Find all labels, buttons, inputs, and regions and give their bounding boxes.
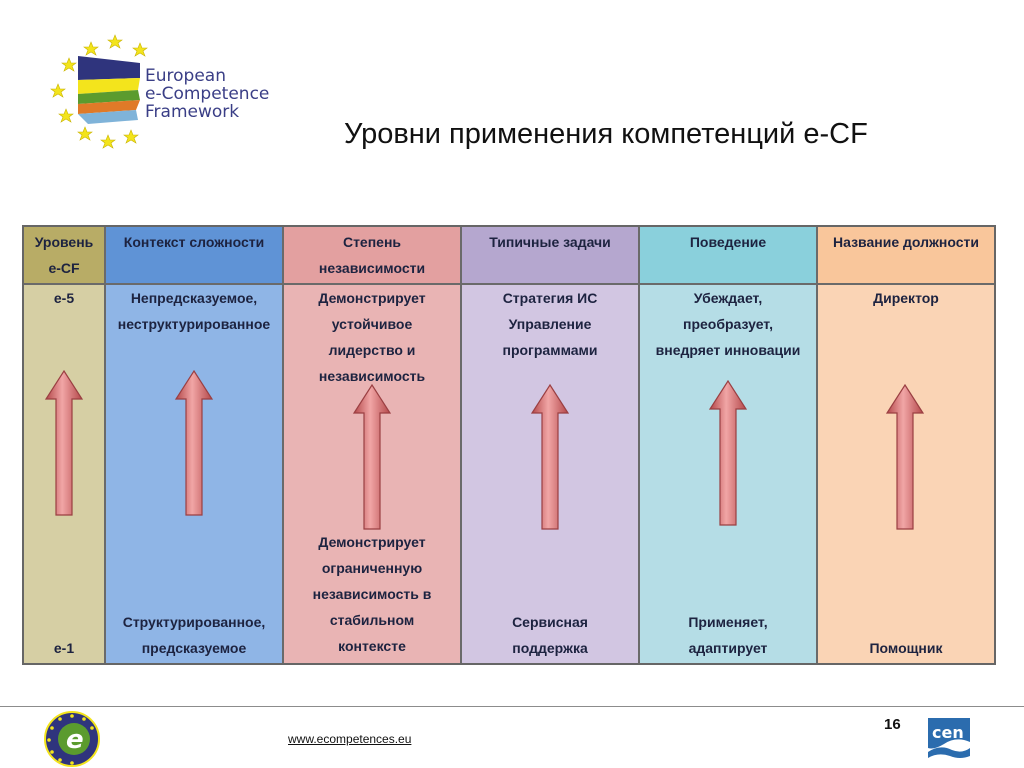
header-line: независимости: [318, 260, 426, 276]
up-arrow-icon: [352, 383, 392, 533]
logo-line: e-Competence: [145, 84, 270, 104]
footer-divider: [0, 706, 1024, 707]
up-arrow-icon: [174, 369, 214, 519]
cell-bottom: [818, 635, 994, 661]
cell-mid: [284, 529, 460, 659]
cell-line: ограниченную: [321, 560, 423, 576]
header-line: Типичные задачи: [489, 234, 611, 250]
cell-line: Применяет,: [688, 614, 768, 630]
logo-line: European: [145, 66, 226, 86]
up-arrow-icon: [708, 379, 748, 529]
cell-line: Сервисная: [512, 614, 588, 630]
cell-line: лидерство и: [328, 342, 416, 358]
cell-line: программами: [502, 342, 598, 358]
cell-line: Демонстрирует: [318, 290, 426, 306]
cell-line: Директор: [873, 290, 939, 306]
competence-table: [22, 225, 996, 665]
cen-logo-icon: [926, 714, 972, 764]
cen-label: cen: [932, 723, 964, 742]
column-header: [818, 227, 994, 285]
cell-line: Стратегия ИС: [502, 290, 598, 306]
cell-line: устойчивое: [331, 316, 413, 332]
table-column: [462, 227, 640, 663]
header-line: Уровень: [34, 234, 94, 250]
cell-line: Непредсказуемое,: [130, 290, 258, 306]
column-header: [640, 227, 816, 285]
cell-line: Структурированное,: [122, 614, 266, 630]
header-line: Название должности: [833, 234, 979, 250]
framework-layers-icon: [78, 56, 140, 124]
cell-line: независимость в: [312, 586, 432, 602]
cell-line: независимость: [318, 368, 426, 384]
page-number: 16: [884, 716, 901, 733]
website-link[interactable]: www.ecompetences.eu: [288, 732, 412, 746]
slide-title: Уровни применения компетенций e-CF: [344, 118, 868, 150]
header-line: Поведение: [689, 234, 767, 250]
cell-top: [106, 285, 282, 337]
cell-top: [818, 285, 994, 311]
cell-top: [284, 285, 460, 389]
column-header: [462, 227, 638, 285]
cell-top: [24, 285, 104, 311]
cell-line: преобразует,: [682, 316, 773, 332]
header-line: Контекст сложности: [123, 234, 265, 250]
column-header: [106, 227, 282, 285]
table-column: [24, 227, 106, 663]
cell-line: неструктурированное: [117, 316, 271, 332]
cell-line: Управление: [508, 316, 592, 332]
header-line: e-CF: [48, 260, 80, 276]
cell-line: Демонстрирует: [318, 534, 426, 550]
cell-top: [462, 285, 638, 363]
cell-bottom: [462, 609, 638, 661]
cell-top: [640, 285, 816, 363]
column-header: [284, 227, 460, 285]
column-header: [24, 227, 104, 285]
cell-line: предсказуемое: [141, 640, 247, 656]
up-arrow-icon: [530, 383, 570, 533]
logo-text: [145, 67, 269, 121]
cell-line: e-5: [53, 290, 75, 306]
table-column: [818, 227, 994, 663]
logo-line: Framework: [145, 102, 240, 122]
cell-line: e-1: [53, 640, 75, 656]
table-column: [640, 227, 818, 663]
cell-bottom: [640, 609, 816, 661]
cell-line: Убеждает,: [693, 290, 763, 306]
cell-line: контексте: [338, 638, 406, 654]
cell-line: Помощник: [869, 640, 943, 656]
cell-line: внедряет инновации: [655, 342, 801, 358]
svg-text:e: e: [66, 725, 84, 755]
cell-line: стабильном: [329, 612, 415, 628]
cell-line: адаптирует: [688, 640, 768, 656]
table-column: [284, 227, 462, 663]
cell-line: поддержка: [512, 640, 588, 656]
cell-bottom: [24, 635, 104, 661]
up-arrow-icon: [885, 383, 925, 533]
ecf-badge-icon: [42, 710, 102, 768]
cell-bottom: [106, 609, 282, 661]
header-line: Степень: [342, 234, 402, 250]
up-arrow-icon: [44, 369, 84, 519]
table-column: [106, 227, 284, 663]
